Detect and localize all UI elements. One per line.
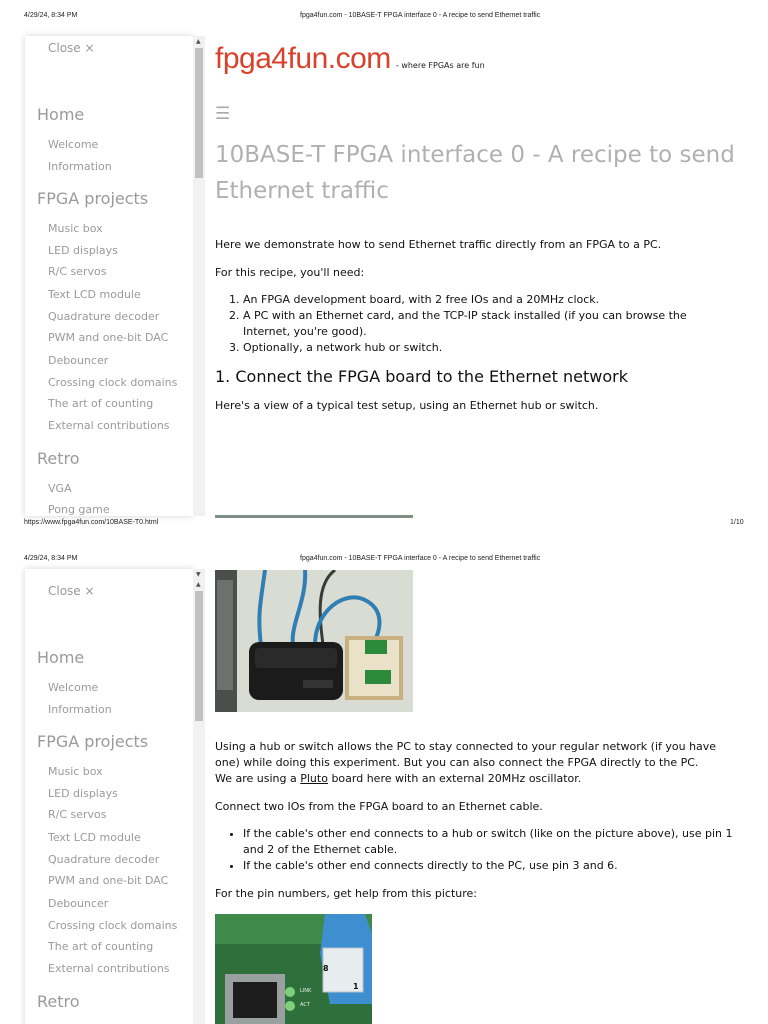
nav-link-led-displays[interactable]: LED displays bbox=[48, 244, 118, 257]
list-item: 1. An FPGA development board, with 2 free IOs and a 20MHz clock. bbox=[243, 292, 735, 308]
nav-heading-retro[interactable]: Retro bbox=[37, 449, 80, 468]
print-doc-title: fpga4fun.com - 10BASE-T FPGA interface 0 - A recipe to send Ethernet traffic bbox=[300, 12, 541, 19]
nav-heading-retro[interactable]: Retro bbox=[37, 992, 80, 1011]
site-header bbox=[215, 42, 485, 76]
list-item: 2. A PC with an Ethernet card, and the TCP-IP stack installed (if you can browse the Internet, you're good). bbox=[243, 308, 735, 340]
connect-paragraph: Connect two IOs from the FPGA board to an Ethernet cable. bbox=[215, 800, 543, 813]
requirements-list bbox=[215, 292, 735, 356]
pin-bullet-list bbox=[215, 826, 735, 874]
nav-link-crossing-clock[interactable]: Crossing clock domains bbox=[48, 376, 178, 389]
site-logo[interactable]: fpga4fun.com bbox=[215, 42, 391, 75]
page-title: 10BASE-T FPGA interface 0 - A recipe to send Ethernet traffic bbox=[215, 142, 735, 204]
print-footer-url: https://www.fpga4fun.com/10BASE-T0.html bbox=[24, 519, 159, 526]
pin-photo bbox=[215, 914, 372, 1024]
pin-label-8: 8 bbox=[323, 964, 329, 973]
sidebar-scroll-thumb[interactable] bbox=[195, 591, 203, 721]
list-item: • If the cable's other end connects to a hub or switch (like on the picture above), use pin 1 and 2 of the Ethernet cable. bbox=[243, 826, 735, 858]
article-body-2 bbox=[215, 739, 735, 902]
nav-link-rc-servos[interactable]: R/C servos bbox=[48, 265, 107, 278]
nav-link-rc-servos[interactable]: R/C servos bbox=[48, 808, 107, 821]
nav-link-debouncer[interactable]: Debouncer bbox=[48, 897, 109, 910]
nav-link-vga[interactable]: VGA bbox=[48, 482, 72, 495]
nav-link-counting[interactable]: The art of counting bbox=[48, 940, 154, 953]
print-timestamp: 4/29/24, 8:34 PM bbox=[24, 555, 78, 562]
hub-paragraph: Using a hub or switch allows the PC to stay connected to your regular network (if you have one) while doing this experiment. But you can also connect the FPGA directly to the PC. bbox=[215, 740, 717, 769]
setup-photo-drawing bbox=[215, 570, 413, 712]
nav-link-pong[interactable]: Pong game bbox=[48, 503, 110, 516]
list-item: • If the cable's other end connects directly to the PC, use pin 3 and 6. bbox=[243, 858, 735, 874]
nav-link-text-lcd[interactable]: Text LCD module bbox=[48, 831, 141, 844]
list-item: 3. Optionally, a network hub or switch. bbox=[243, 340, 735, 356]
scroll-up-icon[interactable]: ▲ bbox=[196, 38, 201, 45]
pluto-text-before: We are using a bbox=[215, 772, 301, 785]
setup-photo-clip bbox=[215, 515, 413, 518]
view-paragraph: Here's a view of a typical test setup, using an Ethernet hub or switch. bbox=[215, 399, 599, 412]
nav-link-text-lcd[interactable]: Text LCD module bbox=[48, 288, 141, 301]
led-label-act: ACT bbox=[300, 1002, 310, 1008]
pluto-link[interactable]: Pluto bbox=[300, 772, 328, 785]
pluto-paragraph bbox=[215, 771, 735, 787]
nav-link-information[interactable]: Information bbox=[48, 703, 112, 716]
nav-link-quadrature[interactable]: Quadrature decoder bbox=[48, 310, 160, 323]
nav-heading-home[interactable]: Home bbox=[37, 105, 85, 124]
nav-link-welcome[interactable]: Welcome bbox=[48, 138, 99, 151]
nav-link-pwm[interactable]: PWM and one-bit DAC bbox=[48, 874, 169, 887]
hamburger-menu-icon[interactable]: ☰ bbox=[215, 104, 231, 124]
nav-link-counting[interactable]: The art of counting bbox=[48, 397, 154, 410]
nav-link-debouncer[interactable]: Debouncer bbox=[48, 354, 109, 367]
pin-help-paragraph: For the pin numbers, get help from this picture: bbox=[215, 887, 478, 900]
section-heading-connect: 1. Connect the FPGA board to the Ethernet network bbox=[215, 367, 628, 386]
sidebar-scroll-thumb[interactable] bbox=[195, 48, 203, 178]
print-page-2 bbox=[0, 547, 768, 1024]
nav-link-led-displays[interactable]: LED displays bbox=[48, 787, 118, 800]
pin-photo-drawing bbox=[215, 914, 372, 1024]
site-tagline: - where FPGAs are fun bbox=[395, 61, 485, 70]
close-button[interactable]: Close × bbox=[48, 41, 95, 55]
nav-link-music-box[interactable]: Music box bbox=[48, 765, 103, 778]
nav-heading-fpga-projects[interactable]: FPGA projects bbox=[37, 189, 149, 208]
print-timestamp: 4/29/24, 8:34 PM bbox=[24, 12, 78, 19]
nav-link-music-box[interactable]: Music box bbox=[48, 222, 103, 235]
nav-link-welcome[interactable]: Welcome bbox=[48, 681, 99, 694]
nav-link-quadrature[interactable]: Quadrature decoder bbox=[48, 853, 160, 866]
setup-photo bbox=[215, 570, 413, 712]
nav-link-information[interactable]: Information bbox=[48, 160, 112, 173]
close-button[interactable]: Close × bbox=[48, 584, 95, 598]
article-body-1 bbox=[215, 237, 735, 414]
need-paragraph: For this recipe, you'll need: bbox=[215, 266, 365, 279]
nav-link-external[interactable]: External contributions bbox=[48, 419, 170, 432]
scroll-down-icon[interactable]: ▼ bbox=[196, 571, 201, 578]
scroll-up-icon[interactable]: ▲ bbox=[196, 581, 201, 588]
nav-link-crossing-clock[interactable]: Crossing clock domains bbox=[48, 919, 178, 932]
nav-heading-fpga-projects[interactable]: FPGA projects bbox=[37, 732, 149, 751]
print-page-number: 1/10 bbox=[730, 519, 744, 526]
led-label-link: LINK bbox=[300, 988, 312, 994]
pluto-text-after: board here with an external 20MHz oscillator. bbox=[327, 772, 582, 785]
nav-link-pwm[interactable]: PWM and one-bit DAC bbox=[48, 331, 169, 344]
intro-paragraph: Here we demonstrate how to send Ethernet traffic directly from an FPGA to a PC. bbox=[215, 238, 662, 251]
pin-label-1: 1 bbox=[353, 982, 359, 991]
print-doc-title: fpga4fun.com - 10BASE-T FPGA interface 0 - A recipe to send Ethernet traffic bbox=[300, 555, 541, 562]
nav-heading-home[interactable]: Home bbox=[37, 648, 85, 667]
nav-link-external[interactable]: External contributions bbox=[48, 962, 170, 975]
